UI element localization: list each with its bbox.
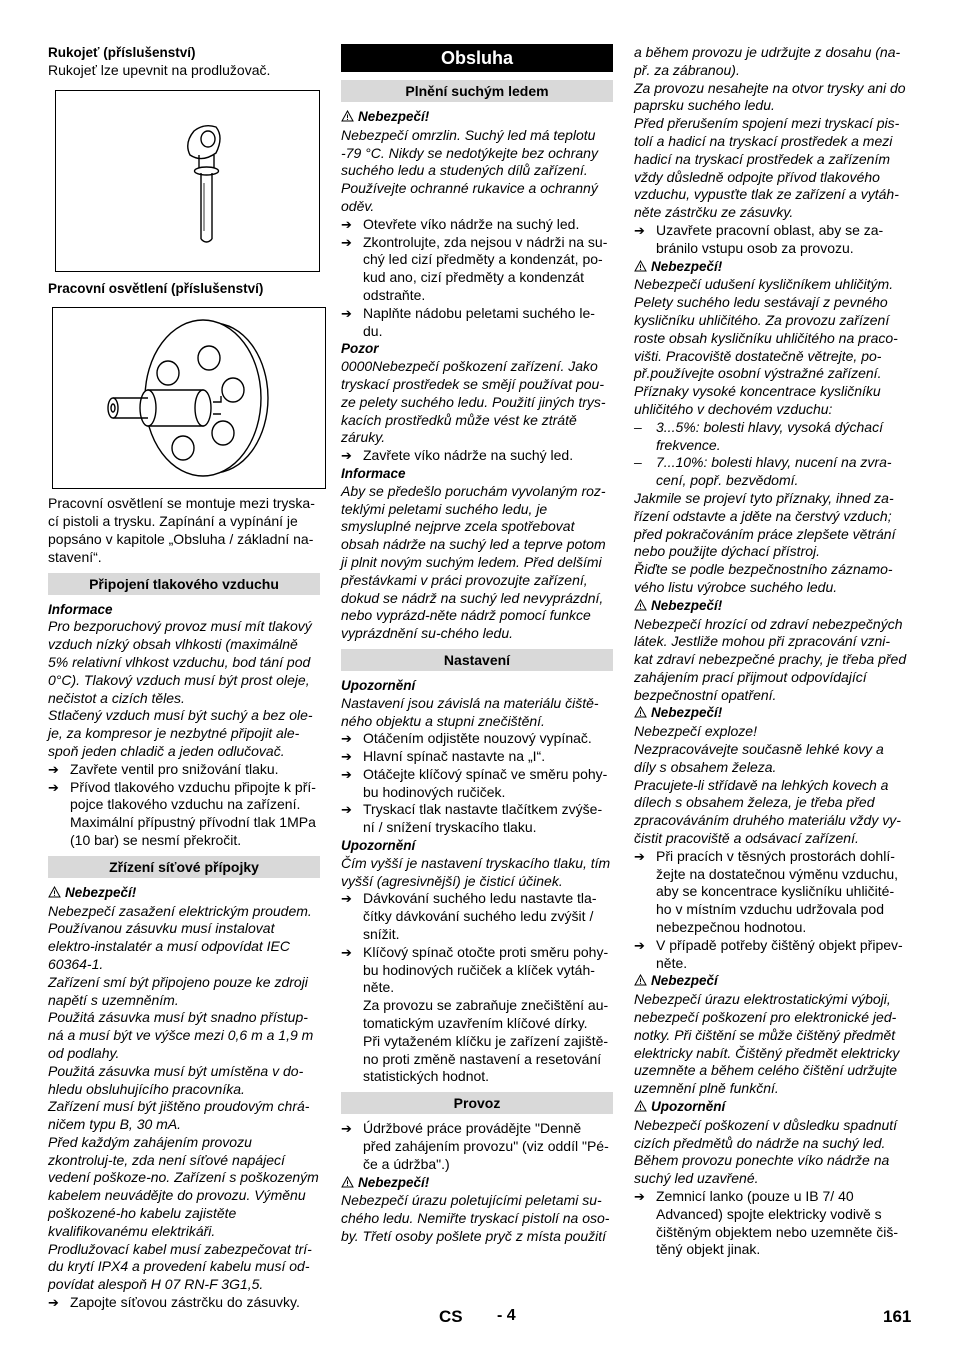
arrow-right-icon: ➔ — [48, 761, 59, 777]
warning-triangle-icon — [341, 1175, 355, 1193]
label-danger — [48, 884, 320, 903]
label-danger-text: Nebezpečí — [651, 973, 718, 989]
step-item — [341, 234, 613, 305]
text-co2-2: Příznaky vysoké koncentrace kysličníku uhličitého v dechovém vzduchu: — [634, 383, 881, 417]
text-mains-4: Použitá zásuvka musí být snadno přístup-ná a musí být ve výšce mezi 0,6 m a 1,9 m od podlahy. — [48, 1009, 314, 1061]
figure-light — [52, 307, 326, 489]
label-danger — [634, 972, 908, 991]
label-danger — [634, 597, 908, 616]
label-info: Informace — [341, 465, 406, 481]
step-subtext: Za provozu se zabraňuje znečištění au-tomatickým uzavřením klíčové dírky. — [363, 997, 609, 1032]
step-text: V případě potřeby čištěný objekt připev-něte. — [656, 936, 903, 971]
label-danger-text: Nebezpečí! — [358, 1174, 430, 1190]
section-heading-settings: Nastavení — [341, 649, 613, 671]
warning-triangle-icon — [634, 598, 648, 616]
footer-language: CS — [439, 1307, 463, 1326]
label-danger-text: Nebezpečí! — [651, 258, 723, 274]
text-esd: Nebezpečí úrazu elektrostatickými výboji, nebezpečí poškození pro elektronické jed-notky. Při čištění se může čištěný předmět elektricky nabít. Čištěný předmět elektricky uzemněte a během celého čištění udržujte uzemnění plně funkční. — [634, 991, 900, 1097]
arrow-right-icon: ➔ — [341, 802, 352, 818]
step-item — [634, 848, 908, 937]
step-item — [341, 801, 613, 837]
arrow-right-icon: ➔ — [341, 766, 352, 782]
text-info: Aby se předešlo poruchám vyvolaným roz-teklými peletami suchého ledu, je smysluplné nejprve zcela spotřebovat obsah nádrže na suchý led a teprve potom ji plnit novým suchým ledem. Před delšími přestávkami v práci provozujte zařízení, dokud se nádrž na suchý led nevyprázdní, nebo vyprázd-něte nádrž pomocí funkce vyprázdnění su-chého ledu. — [341, 482, 606, 642]
work-light-illustration — [53, 308, 325, 488]
step-text: Otáčejte klíčový spínač ve směru pohy-bu hodinových ručiček. — [363, 765, 608, 800]
heading-handle: Rukojeť (příslušenství) — [48, 45, 196, 60]
column-2 — [341, 44, 613, 1246]
text-mains-3: Zařízení smí být připojeno pouze ke zdroji napětí s uzemněním. — [48, 973, 308, 1008]
text-c3-2: Za provozu nesahejte na otvor trysky ani do paprsku suchého ledu. — [634, 79, 906, 114]
text-explosion-2: Nezpracovávejte současně lehké kovy a díly s obsahem železa. — [634, 741, 884, 775]
arrow-right-icon: ➔ — [341, 731, 352, 747]
dash-item: – 3...5%: bolesti hlavy, vysoká dýchací frekvence. — [634, 419, 908, 455]
arrow-right-icon: ➔ — [341, 891, 352, 907]
step-item — [341, 447, 613, 465]
arrow-right-icon: ➔ — [341, 1121, 352, 1137]
section-heading-filling: Plnění suchým ledem — [341, 80, 613, 102]
column-1 — [48, 44, 320, 1312]
label-note-text: Upozornění — [651, 1099, 726, 1115]
step-text: Zavřete ventil pro snižování tlaku. — [70, 760, 279, 777]
text-mains-7: Před každým zahájením provozu zkontroluj-te, zda není síťové napájecí vedení poškoze-no. Zařízení s poškozeným kabelem neuvádějte do provozu. Výměnu poškozené-ho kabelu zajistěte kvalifikovanému elektrikáři. — [48, 1133, 319, 1239]
text-explosion-3: Pracujete-li střídavě na lehkých kovech a dílech s obsahem železa, je třeba před zpracováváním druhého materiálu vždy vy-čistit pracoviště a odsávací zařízení. — [634, 776, 901, 847]
section-heading-mains: Zřízení síťové přípojky — [48, 856, 320, 878]
arrow-right-icon: ➔ — [341, 944, 352, 960]
label-danger — [341, 1174, 613, 1193]
text-note-1: Nastavení jsou závislá na materiálu čiště-ného objektu a stupni znečištění. — [341, 694, 599, 729]
step-text: Otáčením odjistěte nouzový vypínač. — [363, 730, 592, 747]
arrow-right-icon: ➔ — [341, 448, 352, 464]
text-c3-3: Před přerušením spojení mezi tryskací pis-tolí a hadicí na tryskací prostředek a mezi hadicí na tryskací prostředek a zařízením vždy důsledně odpojte přívod tlakového vzduchu, vypusťte tlak ze zařízení a vytáh-něte zástrčku ze zásuvky. — [634, 115, 900, 221]
arrow-right-icon: ➔ — [341, 234, 352, 250]
step-item — [341, 305, 613, 341]
label-info: Informace — [48, 601, 113, 617]
text-handle: Rukojeť lze upevnit na prodlužovač. — [48, 61, 271, 78]
warning-triangle-icon — [634, 1099, 648, 1117]
label-note — [634, 1098, 908, 1117]
label-danger-text: Nebezpečí! — [65, 884, 137, 900]
arrow-right-icon: ➔ — [341, 216, 352, 232]
step-item — [341, 1120, 613, 1173]
main-heading-operation: Obsluha — [341, 44, 613, 72]
text-c3-1: a během provozu je udržujte z dosahu (na-př. za zábranou). — [634, 44, 901, 78]
figure-handle — [55, 90, 320, 272]
step-text: Naplňte nádobu peletami suchého le-du. — [363, 304, 595, 339]
text-mains-2: Používanou zásuvku musí instalovat elektro-instalatér a musí odpovídat IEC 60364-1. — [48, 920, 291, 972]
arrow-right-icon: ➔ — [341, 749, 352, 765]
section-heading-operation: Provoz — [341, 1092, 613, 1114]
arrow-right-icon: ➔ — [634, 848, 645, 864]
text-caution: 0000Nebezpečí poškození zařízení. Jako tryskací prostředek se smějí používat pou-ze pelety suchého ledu. Použití jiných trys-kacích prostředků může vést ke ztrátě záruky. — [341, 358, 606, 446]
label-danger-text: Nebezpečí! — [651, 705, 723, 721]
step-text: Zemnicí lanko (pouze u IB 7/ 40 Advanced) spojte elektricky vodivě s čištěným objektem nebo uzemněte čiš-těný objekt jinak. — [656, 1188, 898, 1258]
dash-text: 3...5%: bolesti hlavy, vysoká dýchací frekvence. — [656, 418, 883, 453]
warning-triangle-icon — [48, 885, 62, 903]
text-mains-6: Zařízení musí být jištěno proudovým chrá-ničem typu B, 30 mA. — [48, 1098, 310, 1133]
dash-item: – 7...10%: bolesti hlavy, nucení na zvra-cení, popř. bezvědomí. — [634, 454, 908, 490]
warning-triangle-icon — [634, 973, 648, 991]
label-danger — [634, 258, 908, 277]
step-item — [341, 944, 613, 997]
arrow-right-icon: ➔ — [48, 1295, 59, 1311]
footer-local-page: - 4 — [497, 1307, 516, 1324]
step-text: Při pracích v těsných prostorách dohlí-žejte na dostatečnou výměnu vzduchu, aby se koncentrace kysličníku uhličité-ho v místním vzduchu udržovala pod nebezpečnou hodnotou. — [656, 847, 899, 936]
text-fill-danger: Nebezpečí omrzlin. Suchý led má teplotu -79 °C. Nikdy se nedotýkejte bez ochrany suchého ledu a studených dílů zařízení. Používejte ochranné rukavice a ochranný oděv. — [341, 126, 598, 214]
step-text: Hlavní spínač nastavte na „I“. — [363, 748, 546, 765]
text-co2-4: Řiďte se podle bezpečnostního záznamo-vého listu výrobce suchého ledu. — [634, 561, 893, 595]
step-text: Zavřete víko nádrže na suchý led. — [363, 447, 574, 464]
text-air-info-1: Pro bezporuchový provoz musí mít tlakový vzduch nízký obsah vlhkosti (maximálně 5% relativní vlhkost vzduchu, bod tání pod 0°C). Tlakový vzduch musí být prost oleje, nečistot a cizích těles. — [48, 618, 312, 706]
step-text: Přívod tlakového vzduchu připojte k pří-pojce tlakového vzduchu na zařízení. — [70, 778, 316, 813]
arrow-right-icon: ➔ — [341, 305, 352, 321]
step-text: Zapojte síťovou zástrčku do zásuvky. — [70, 1294, 300, 1311]
step-text: Dávkování suchého ledu nastavte tla-čítky dávkování suchého ledu zvýšit / snížit. — [363, 890, 597, 943]
text-mains-8: Prodlužovací kabel musí zabezpečovat trí-du krytí IPX4 a provedení kabelu musí od-povídat alespoň H 07 RN-F 3G1,5. — [48, 1240, 312, 1293]
arrow-right-icon: ➔ — [634, 937, 645, 953]
step-item — [634, 222, 908, 258]
label-danger — [341, 108, 613, 127]
step-text: Uzavřete pracovní oblast, aby se za-bránilo vstupu osob za provozu. — [656, 221, 884, 256]
text-operation-danger: Nebezpečí úrazu poletujícími peletami su-chého ledu. Nemiřte tryskací pistolí na oso-by. Třetí osoby pošlete pryč z místa použití — [341, 1192, 610, 1245]
text-mains-1: Nebezpečí zasažení elektrickým proudem. — [48, 902, 312, 919]
step-item — [48, 779, 320, 815]
step-item — [341, 766, 613, 802]
step-subtext: Při vytaženém klíčku je zařízení zajiště-no proti změně nastavení a resetování statistických hodnot. — [363, 1032, 609, 1085]
arrow-right-icon: ➔ — [48, 779, 59, 795]
section-heading-compressed-air: Připojení tlakového vzduchu — [48, 573, 320, 595]
text-mains-5: Použitá zásuvka musí být umístěna v do-hledu obsluhujícího pracovníka. — [48, 1062, 304, 1097]
text-co2-3: Jakmile se projeví tyto příznaky, ihned za-řízení odstavte a jděte na čerstvý vzduch; před pokračováním práce zlepšete větrání nebo použijte dýchací přístroj. — [634, 489, 896, 560]
step-item — [341, 748, 613, 766]
step-text: Klíčový spínač otočte proti směru pohy-bu hodinových ručiček a klíček vytáh-něte. — [363, 943, 609, 996]
label-danger — [634, 704, 908, 723]
warning-triangle-icon — [634, 705, 648, 723]
text-note: Nebezpečí poškození v důsledku spadnutí cizích předmětů do nádrže na suchý led. Během provozu ponechte víko nádrže na suchý led uzavřené. — [634, 1116, 898, 1187]
text-light: Pracovní osvětlení se montuje mezi tryska-cí pistoli a trysku. Zapínání a vypínání je popsáno v kapitole „Obsluha / základní na-stavení“. — [48, 495, 315, 565]
text-air-info-2: Stlačený vzduch musí být suchý a bez ole-je, za kompresor je nezbytné připojit ale-spoň jeden chladič a jeden odlučovač. — [48, 707, 313, 759]
label-danger-text: Nebezpečí! — [651, 597, 723, 613]
warning-triangle-icon — [341, 109, 355, 127]
text-health: Nebezpečí hrozící od zdraví nebezpečných látek. Jestliže mohou při zpracování vzni-kat zdraví nebezpečné prachy, je třeba před zahájením prací přijmout odpovídající bezpečnostní opatření. — [634, 615, 907, 703]
arrow-right-icon: ➔ — [634, 1189, 645, 1204]
step-text: Údržbové práce provádějte "Denně před zahájením provozu" (viz oddíl "Pé-če a údržba".) — [363, 1120, 609, 1172]
arrow-right-icon: ➔ — [634, 222, 645, 238]
column-3 — [634, 44, 908, 1259]
step-item — [634, 937, 908, 973]
step-text: Otevřete víko nádrže na suchý led. — [363, 215, 580, 232]
warning-triangle-icon — [634, 259, 648, 277]
text-co2-1: Nebezpečí udušení kysličníkem uhličitým. Pelety suchého ledu sestávají z pevného kysličníku uhličitého. Za provozu zařízení roste obsah kysličníku uhličitého na praco-višti. Pracoviště dostatečně větrejte, po-př.používejte osobní výstražné zařízení. — [634, 276, 898, 382]
footer-page-number: 161 — [883, 1307, 912, 1326]
text-note-2: Čím vyšší je nastavení tryskacího tlaku, tím vyšší (agresivnější) je čisticí účinek. — [341, 854, 611, 889]
step-item — [341, 730, 613, 748]
label-danger-text: Nebezpečí! — [358, 109, 430, 124]
step-item — [634, 1188, 908, 1259]
label-caution: Pozor — [341, 341, 379, 357]
heading-light: Pracovní osvětlení (příslušenství) — [48, 280, 264, 296]
step-item — [341, 890, 613, 943]
label-note: Upozornění — [341, 838, 416, 854]
dash-text: 7...10%: bolesti hlavy, nucení na zvra-cení, popř. bezvědomí. — [656, 454, 892, 489]
label-note: Upozornění — [341, 677, 416, 693]
step-text: Zkontrolujte, zda nejsou v nádrži na su-chý led cizí předměty a kondenzát, po-kud ano, cizí předměty a kondenzát odstraňte. — [363, 233, 608, 303]
step-text: Tryskací tlak nastavte tlačítkem zvýše-ní / snížení tryskacího tlaku. — [363, 801, 603, 836]
handle-illustration — [56, 91, 319, 271]
step-subtext: Maximální přípustný přívodní tlak 1MPa (10 bar) se nesmí překročit. — [70, 814, 316, 848]
step-item — [341, 216, 613, 234]
step-item — [48, 761, 320, 779]
step-item — [48, 1294, 320, 1312]
text-explosion-1: Nebezpečí exploze! — [634, 723, 757, 740]
